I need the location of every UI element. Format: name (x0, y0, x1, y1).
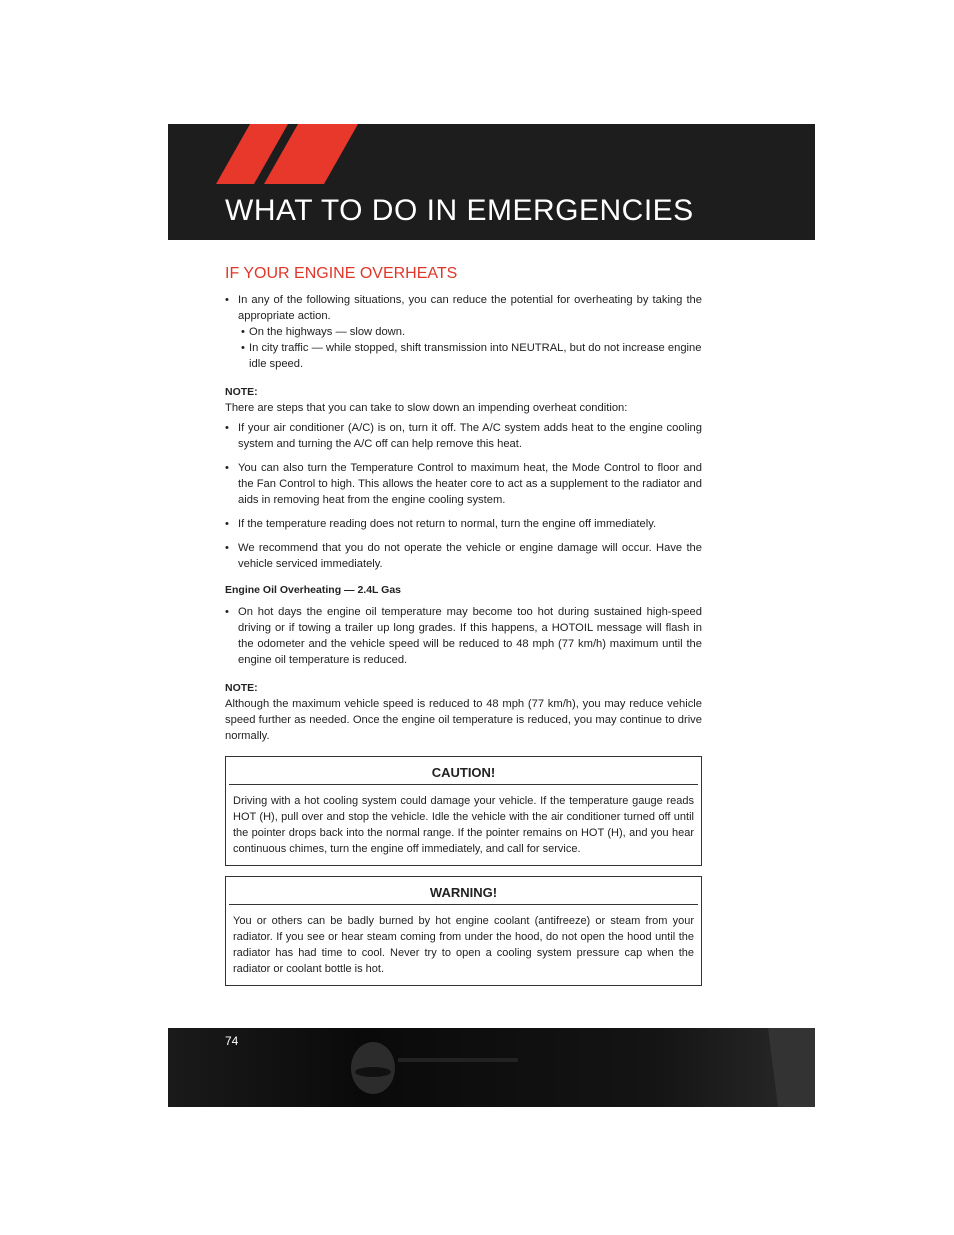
warning-text: You or others can be badly burned by hot engine coolant (antifreeze) or steam from your radiator. If you see or hear steam coming from under the hood, do not open the hood until the radiator has had time to cool. Never try to open a cooling system pressure cap when the radiator or coolant bottle is hot. (233, 915, 694, 975)
warning-box (225, 876, 702, 986)
list-item: • If the temperature reading does not return to normal, turn the engine off immediately. (225, 516, 702, 532)
list-item: • In any of the following situations, you can reduce the potential for overheating by taking the appropriate action. (225, 292, 702, 324)
sub-list-item: • On the highways — slow down. (241, 326, 406, 338)
warning-title: WARNING! (229, 880, 698, 905)
caution-text: Driving with a hot cooling system could damage your vehicle. If the temperature gauge reads HOT (H), pull over and stop the vehicle. Idle the vehicle with the air conditioner turned off until the pointer drops back into the normal range. If the pointer remains on HOT (H), and you hear continuous chimes, turn the engine off immediately, and call for service. (233, 795, 694, 855)
note-text: There are steps that you can take to slow down an impending overheat condition: (225, 402, 628, 414)
list-item: • We recommend that you do not operate the vehicle or engine damage will occur. Have the vehicle serviced immediately. (225, 540, 702, 572)
caution-box (225, 756, 702, 866)
subsection-heading: Engine Oil Overheating — 2.4L Gas (225, 584, 402, 596)
footer-banner (168, 1028, 815, 1107)
caution-title: CAUTION! (229, 760, 698, 785)
note-label: NOTE: (225, 386, 258, 398)
note-label: NOTE: (225, 682, 258, 694)
list-item: • On hot days the engine oil temperature may become too hot during sustained high-speed driving or if towing a trailer up long grades. If this happens, a HOTOIL message will flash in the odometer and the vehicle speed will be reduced to 48 mph (77 km/h) maximum until the engine oil temperature is reduced. (225, 604, 702, 668)
main-content (225, 266, 702, 986)
chapter-header (168, 124, 815, 240)
chapter-title: WHAT TO DO IN EMERGENCIES (225, 194, 694, 227)
footer-photo (168, 1028, 815, 1107)
page-number: 74 (225, 1034, 239, 1048)
note-text: Although the maximum vehicle speed is reduced to 48 mph (77 km/h), you may reduce vehicle speed further as needed. Once the engine oil temperature is reduced, you may continue to drive normally. (225, 698, 702, 742)
sub-list-item: • In city traffic — while stopped, shift transmission into NEUTRAL, but do not increase engine idle speed. (241, 342, 702, 370)
section-title: IF YOUR ENGINE OVERHEATS (225, 265, 458, 282)
brand-stripes-icon (168, 124, 368, 184)
list-item: • If your air conditioner (A/C) is on, turn it off. The A/C system adds heat to the engine cooling system and turning the A/C off can help remove this heat. (225, 420, 702, 452)
list-item: • You can also turn the Temperature Control to maximum heat, the Mode Control to floor and the Fan Control to high. This allows the heater core to act as a supplement to the radiator and aids in removing heat from the engine cooling system. (225, 460, 702, 508)
